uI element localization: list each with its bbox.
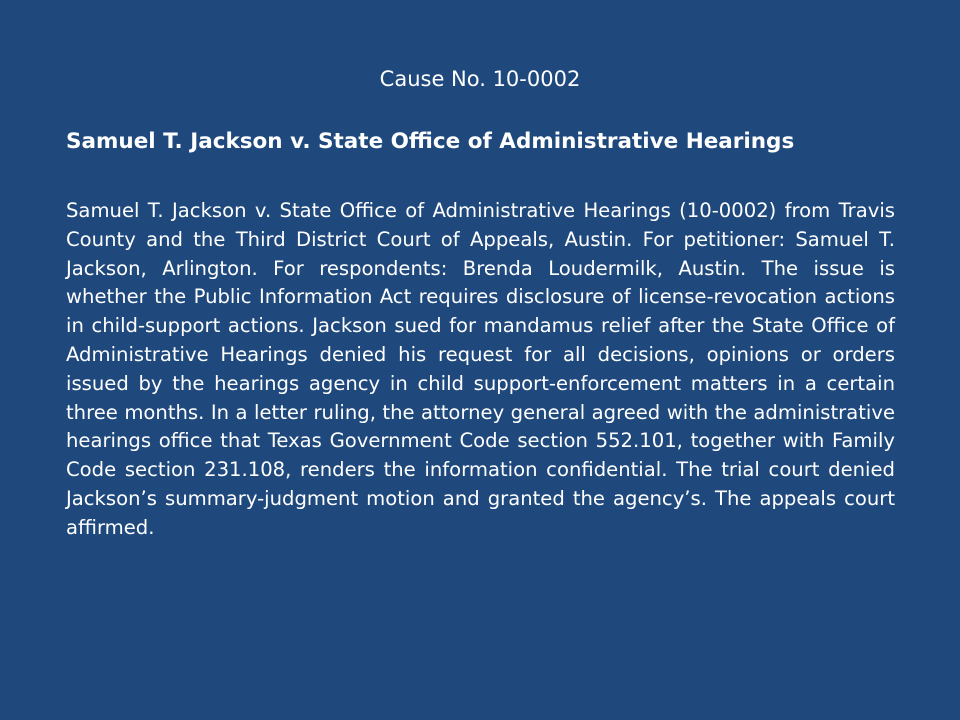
case-summary: Samuel T. Jackson v. State Office of Administrative Hearings (10-0002) from Travis County and the Third District Court of Appeals, Austin. For petitioner: Samuel T. Jackson, Arlington. For respondents: Brenda Loudermilk, Austin. The issue is whether the Public Information Act requires disclosure of license-revocation actions in child-support actions. Jackson sued for mandamus relief after the State Office of Administrative Hearings denied his request for all decisions, opinions or orders issued by the hearings agency in child support-enforcement matters in a certain three months. In a letter ruling, the attorney general agreed with the administrative hearings office that Texas Government Code section 552.101, together with Family Code section 231.108, renders the information confidential. The trial court denied Jackson’s summary-judgment motion and granted the agency’s. The appeals court affirmed.	[66, 199, 895, 539]
cause-number: Cause No. 10-0002	[379, 67, 581, 91]
case-title: Samuel T. Jackson v. State Office of Administrative Hearings	[66, 129, 795, 154]
